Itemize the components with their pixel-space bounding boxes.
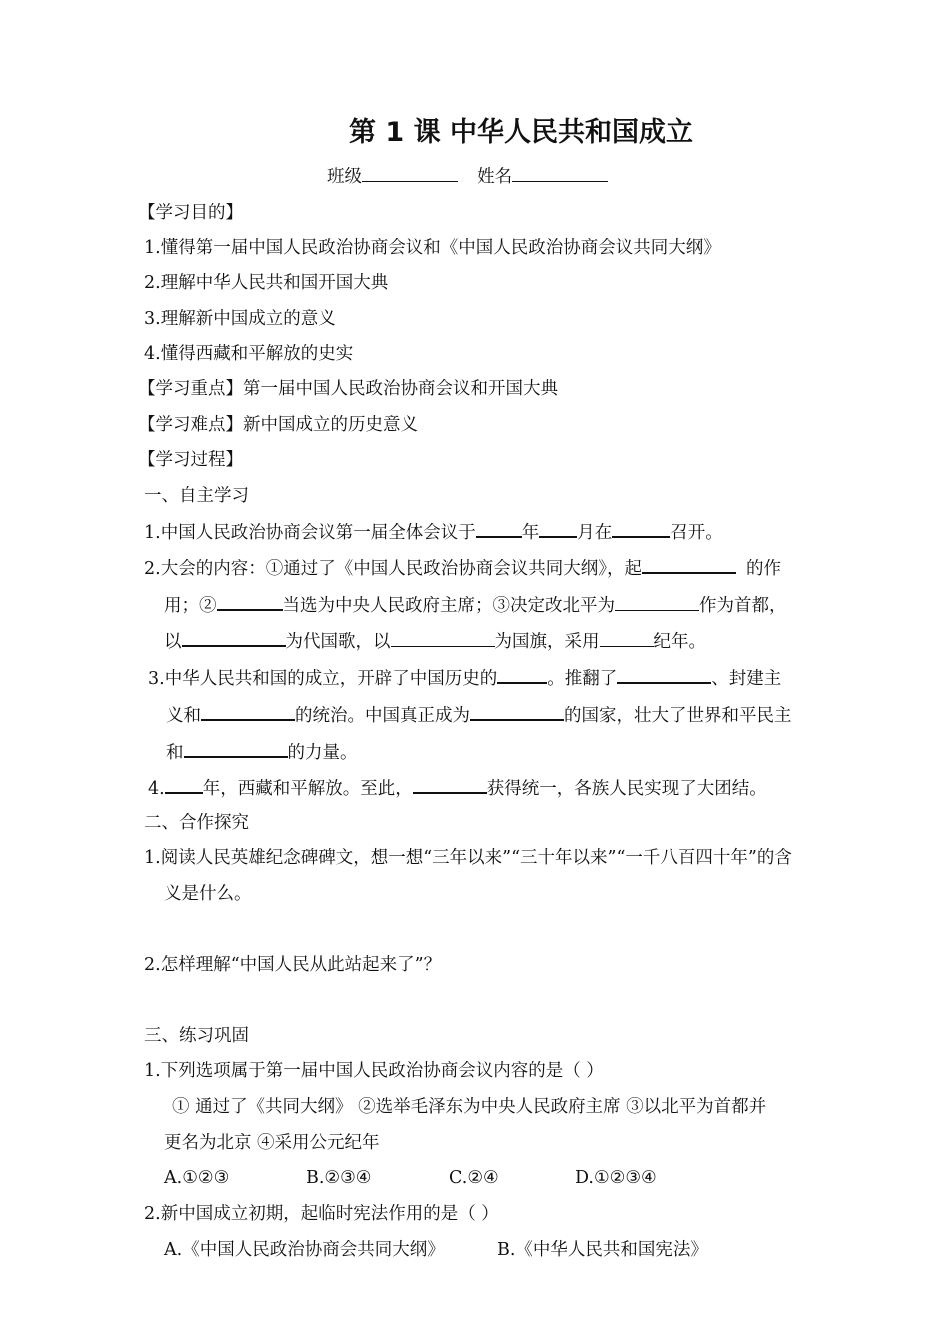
page-title: 第 1 课 中华人民共和国成立 <box>349 117 693 148</box>
process-heading: 【学习过程】 <box>138 450 243 470</box>
imperialism-blank[interactable] <box>617 665 711 684</box>
question-text: 年 <box>521 523 540 543</box>
question-text: 以 <box>164 632 182 652</box>
new-era-blank[interactable] <box>497 665 547 684</box>
objective-item: 4.懂得西藏和平解放的史实 <box>144 344 354 364</box>
choice-a[interactable]: A.《中国人民政治协商会共同大纲》 <box>164 1240 445 1260</box>
s1-question-2-line3 <box>164 628 706 654</box>
choice-b[interactable]: B.②③④ <box>306 1168 372 1188</box>
chairman-blank[interactable] <box>217 592 283 611</box>
choice-b[interactable]: B.《中华人民共和国宪法》 <box>497 1240 708 1260</box>
section3-heading: 三、练习巩固 <box>144 1026 249 1046</box>
class-blank[interactable] <box>362 164 458 182</box>
section1-heading: 一、自主学习 <box>144 486 249 506</box>
s1-question-4 <box>148 775 767 801</box>
s2-question-1-line1: 1.阅读人民英雄纪念碑碑文，想一想“三年以来”“三十年以来”“一千八百四十年”的含 <box>144 848 792 868</box>
s3-question-2: 2.新中国成立初期，起临时宪法作用的是（ ） <box>144 1204 499 1224</box>
objectives-heading: 【学习目的】 <box>138 203 243 223</box>
question-text: 和 <box>166 743 184 763</box>
s1-question-3-line1 <box>148 665 781 691</box>
question-text: 1.中国人民政治协商会议第一届全体会议于 <box>144 523 476 543</box>
flag-blank[interactable] <box>391 629 495 647</box>
section2-heading: 二、合作探究 <box>144 813 249 833</box>
capitalism-blank[interactable] <box>201 702 295 721</box>
question-text: 为国旗，采用 <box>494 632 600 652</box>
objective-item: 1.懂得第一届中国人民政治协商会议和《中国人民政治协商会议共同大纲》 <box>144 238 721 258</box>
s1-question-3-line2 <box>166 702 792 728</box>
independent-blank[interactable] <box>470 702 564 721</box>
question-text: 4. <box>148 779 165 799</box>
s3-question-1-options-line1: ① 通过了《共同大纲》 ②选举毛泽东为中央人民政府主席 ③以北平为首都并 <box>172 1097 767 1117</box>
capital-blank[interactable] <box>615 593 699 611</box>
difficulty-label: 【学习难点】 <box>138 415 243 435</box>
s1-question-3-line3 <box>166 739 358 765</box>
choice-a[interactable]: A.①②③ <box>164 1168 230 1188</box>
key-points-label: 【学习重点】 <box>138 379 243 399</box>
question-text: 、封建主 <box>711 669 782 689</box>
question-text: 年，西藏和平解放。至此， <box>202 779 413 799</box>
place-blank[interactable] <box>612 519 670 538</box>
question-text: 获得统一，各族人民实现了大团结。 <box>486 779 767 799</box>
s1-question-2-line1 <box>144 555 781 581</box>
key-points-text: 第一届中国人民政治协商会议和开国大典 <box>243 379 558 399</box>
question-text: 作为首都， <box>699 596 787 616</box>
year-blank[interactable] <box>476 519 522 538</box>
mainland-blank[interactable] <box>413 775 487 794</box>
question-text: 义和 <box>166 706 201 726</box>
s2-question-2: 2.怎样理解“中国人民从此站起来了”？ <box>144 955 442 975</box>
calendar-blank[interactable] <box>600 629 654 647</box>
s2-question-1-line2: 义是什么。 <box>164 884 252 904</box>
socialism-blank[interactable] <box>184 739 288 758</box>
s3-question-1-options-line2: 更名为北京 ④采用公元纪年 <box>164 1133 380 1153</box>
role-blank[interactable] <box>642 555 736 574</box>
s3-question-2-choices <box>164 1238 708 1262</box>
name-label: 姓名 <box>477 167 513 187</box>
question-text: 的国家，壮大了世界和平民主 <box>564 706 792 726</box>
difficulty-line <box>138 413 418 437</box>
liberation-year-blank[interactable] <box>165 775 203 794</box>
key-points-line <box>138 377 558 401</box>
question-text: 的作 <box>745 559 781 579</box>
question-text: 当选为中央人民政府主席；③决定改北平为 <box>282 596 615 616</box>
class-name-line <box>327 164 608 189</box>
name-blank[interactable] <box>512 164 608 182</box>
question-text: 2.大会的内容：①通过了《中国人民政治协商会议共同大纲》，起 <box>144 559 642 579</box>
question-text: 。推翻了 <box>547 669 618 689</box>
question-text: 的力量。 <box>287 743 358 763</box>
question-text: 月在 <box>577 523 613 543</box>
choice-d[interactable]: D.①②③④ <box>575 1168 657 1188</box>
month-blank[interactable] <box>539 519 577 538</box>
s1-question-1 <box>144 519 723 545</box>
question-text: 的统治。中国真正成为 <box>295 706 470 726</box>
s3-question-1-choices <box>164 1166 657 1190</box>
question-text: 纪年。 <box>653 632 706 652</box>
anthem-blank[interactable] <box>182 628 286 647</box>
objective-item: 2.理解中华人民共和国开国大典 <box>144 273 389 293</box>
class-label: 班级 <box>327 167 362 187</box>
question-text: 召开。 <box>670 523 723 543</box>
difficulty-text: 新中国成立的历史意义 <box>243 415 418 435</box>
objective-item: 3.理解新中国成立的意义 <box>144 309 336 329</box>
question-text: 3.中华人民共和国的成立，开辟了中国历史的 <box>148 669 498 689</box>
question-text: 用；② <box>164 596 217 616</box>
choice-c[interactable]: C.②④ <box>449 1168 499 1188</box>
s3-question-1: 1.下列选项属于第一届中国人民政治协商会议内容的是（ ） <box>144 1061 604 1081</box>
question-text: 为代国歌，以 <box>285 632 391 652</box>
s1-question-2-line2 <box>164 592 787 618</box>
